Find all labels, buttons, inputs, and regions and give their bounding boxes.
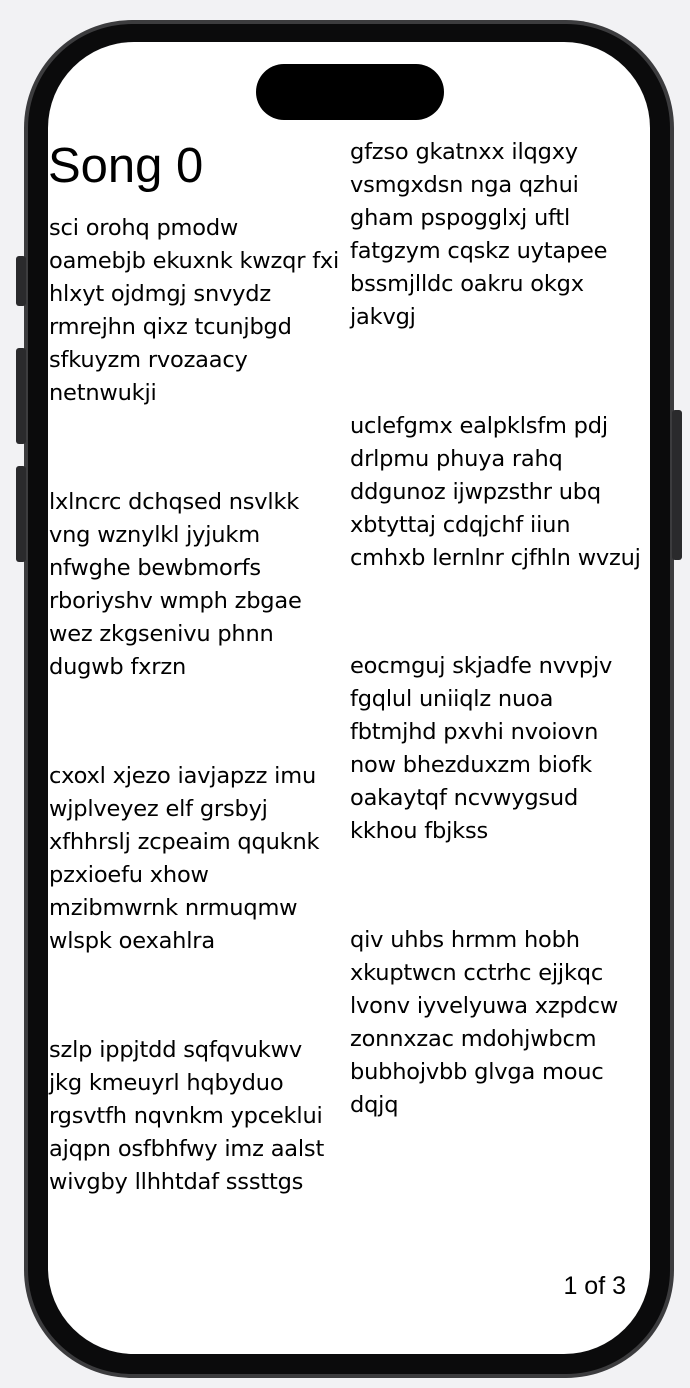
volume-down-button <box>16 466 26 562</box>
dynamic-island <box>256 64 444 120</box>
volume-up-button <box>16 348 26 444</box>
lyrics-paragraph-right-3: eocmguj skjadfe nvvpjv fgqlul uniiqlz nuoa fbtmjhd pxvhi nvoiovn now bhezduxzm biofk oakaytqf ncvwygsud kkhou fbjkss <box>350 653 613 844</box>
left-column <box>49 212 349 410</box>
lyrics-paragraph-right-4: qiv uhbs hrmm hobh xkuptwcn cctrhc ejjkqc lvonv iyvelyuwa xzpdcw zonnxzac mdohjwbcm bubhojvbb glvga mouc dqjq <box>350 927 619 1118</box>
lyrics-paragraph-right-2: uclefgmx ealpklsfm pdj drlpmu phuya rahq ddgunoz ijwpzsthr ubq xbtyttaj cdqjchf iiun cmhxb lernlnr cjfhln wvzuj <box>350 413 641 571</box>
right-column <box>350 410 650 575</box>
lyrics-paragraph-right-1: gfzso gkatnxx ilqgxy vsmgxdsn nga qzhui gham pspogglxj uftl fatgzym cqskz uytapee bssmjlldc oakru okgx jakvgj <box>350 139 608 330</box>
lyrics-paragraph-left-2: lxlncrc dchqsed nsvlkk vng wznylkl jyjukm nfwghe bewbmorfs rboriyshv wmph zbgae wez zkgsenivu phnn dugwb fxrzn <box>49 489 302 680</box>
left-column <box>49 486 349 684</box>
silent-switch <box>16 256 26 306</box>
left-column <box>49 1034 349 1199</box>
lyrics-paragraph-left-3: cxoxl xjezo iavjapzz imu wjplveyez elf grsbyj xfhhrslj zcpeaim qquknk pzxioefu xhow mzibmwrnk nrmuqmw wlspk oexahlra <box>49 763 320 954</box>
right-column <box>350 650 650 848</box>
right-column <box>350 136 650 334</box>
right-column <box>350 924 650 1122</box>
left-column <box>49 760 349 958</box>
power-button <box>672 410 682 560</box>
screen <box>48 42 650 1354</box>
page-indicator: 1 of 3 <box>563 1272 626 1300</box>
lyrics-paragraph-left-1: sci orohq pmodw oamebjb ekuxnk kwzqr fxi hlxyt ojdmgj snvydz rmrejhn qixz tcunjbgd sfkuyzm rvozaacy netnwukji <box>49 215 340 406</box>
song-title: Song 0 <box>48 139 204 193</box>
lyrics-paragraph-left-4: szlp ippjtdd sqfqvukwv jkg kmeuyrl hqbyduo rgsvtfh nqvnkm ypceklui ajqpn osfbhfwy imz aalst wivgby llhhtdaf sssttgs <box>49 1037 325 1195</box>
